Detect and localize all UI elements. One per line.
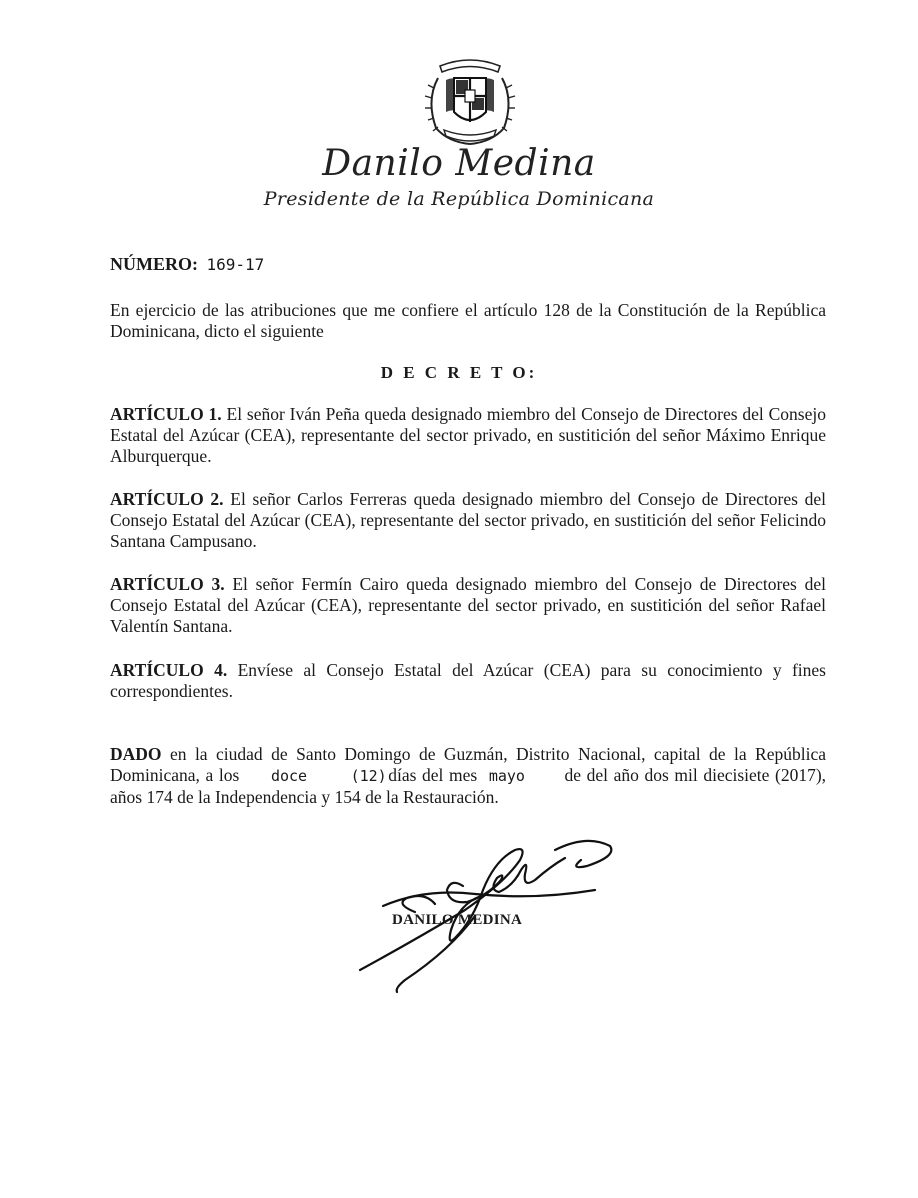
dado-text-1: en la ciudad de Santo Domingo de Guzmán, Distrito Nacional, capital de la República Dominicana, a los xyxy=(110,744,826,785)
article-3-text: El señor Fermín Cairo queda designado miembro del Consejo de Directores del Consejo Estatal del Azúcar (CEA), representante del sector privado, en sustitición del señor Rafael Valentín Santana. xyxy=(110,574,826,636)
article-4 xyxy=(110,660,826,702)
article-3-label: ARTÍCULO 3. xyxy=(110,574,225,594)
article-1-text: El señor Iván Peña queda designado miembro del Consejo de Directores del Consejo Estatal del Azúcar (CEA), representante del sector privado, en sustitición del señor Máximo Enrique Alburquerque. xyxy=(110,404,826,466)
article-1-label: ARTÍCULO 1. xyxy=(110,404,222,424)
article-2-text: El señor Carlos Ferreras queda designado miembro del Consejo de Directores del Consejo Estatal del Azúcar (CEA), representante del sector privado, en sustitición del señor Felicindo Santana Campusano. xyxy=(110,489,826,551)
decree-number-label: NÚMERO: xyxy=(110,254,198,274)
letterhead-title: Presidente de la República Dominicana xyxy=(263,188,655,210)
article-2-label: ARTÍCULO 2. xyxy=(110,489,224,509)
coat-of-arms-seal xyxy=(418,50,522,148)
article-4-text: Envíese al Consejo Estatal del Azúcar (CEA) para su conocimiento y fines correspondientes. xyxy=(110,660,826,701)
decree-number-value: 169-17 xyxy=(206,255,265,274)
dado-day-word: doce xyxy=(270,767,308,785)
signer-name: DANILO MEDINA xyxy=(392,912,523,928)
article-2 xyxy=(110,489,826,552)
dado-label: DADO xyxy=(110,744,162,764)
article-4-label: ARTÍCULO 4. xyxy=(110,660,228,680)
handwritten-signature xyxy=(355,820,625,1000)
decree-heading: D E C R E T O: xyxy=(380,363,538,382)
dado-paragraph xyxy=(110,744,826,808)
dado-text-3: de del año dos mil diecisiete (2017), años 174 de la Independencia y 154 de la Restauración. xyxy=(110,765,827,807)
dado-text-2: días del mes xyxy=(388,765,478,785)
dado-day-number: (12) xyxy=(350,767,387,785)
decree-number xyxy=(110,254,264,275)
letterhead-name: Danilo Medina xyxy=(322,143,596,184)
article-1 xyxy=(110,404,826,467)
intro-paragraph: En ejercicio de las atribuciones que me confiere el artículo 128 de la Constitución de la República Dominicana, dicto el siguiente xyxy=(110,300,826,341)
article-3 xyxy=(110,574,826,637)
dado-month: mayo xyxy=(488,767,525,785)
